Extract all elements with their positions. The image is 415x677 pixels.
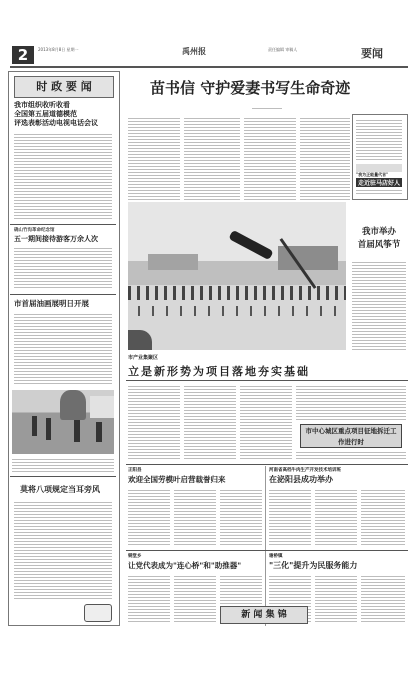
- story2-body: [14, 246, 112, 290]
- lead-byline: [252, 106, 282, 110]
- sidebar-emblem: [356, 164, 402, 172]
- tangzhai-kicker: 铜堂乡: [128, 554, 142, 559]
- photo-caption: [12, 457, 114, 473]
- divider: [10, 294, 116, 295]
- tangzhai-body-col2: [174, 574, 216, 624]
- sidebar-kicker: "我为正能量代言": [356, 172, 389, 177]
- section-banner: 时 政 要 闻: [14, 76, 114, 98]
- street-sweeping-photo: [12, 390, 114, 454]
- sidebar-body-top: [356, 118, 402, 162]
- paper-name: 禹州报: [182, 46, 206, 56]
- kite-festival-photo: [128, 202, 346, 350]
- story4-headline: 莫将八项规定当耳旁风: [20, 484, 100, 494]
- story1-headline: [14, 100, 98, 127]
- dragon-kite: [228, 230, 273, 260]
- sidebar-body-bottom: [356, 188, 402, 196]
- story1-headline-line2: 全国第五届道德模范: [14, 109, 77, 118]
- masthead: [6, 44, 408, 66]
- zhengyang-kicker: 正阳县: [128, 468, 142, 473]
- henan-body-col3: [361, 488, 405, 546]
- worker-figure: [46, 418, 51, 440]
- editor-line: 责任编辑 审稿人: [268, 47, 298, 52]
- sidebar-title: 走近驻马店好人: [358, 180, 401, 187]
- henan-body-col1: [269, 488, 311, 546]
- section-title: 要闻: [361, 47, 383, 60]
- story1-headline-line3: 评选表彰活动电视电话会议: [14, 118, 98, 127]
- story4-body: [14, 500, 112, 600]
- industry-headline: 立是新形势为项目落地夯实基础: [128, 365, 310, 378]
- story1-headline-line1: 我市组织收听收看: [14, 100, 70, 109]
- lead-body-col2: [184, 116, 240, 200]
- story3-headline: 市首届油画展明日开展: [14, 299, 89, 308]
- worker-figure: [32, 416, 37, 436]
- kite-story-body: [352, 260, 406, 352]
- xieqiao-body-col2: [315, 574, 357, 624]
- date-line: 2013年8月8日 星期一: [38, 47, 79, 52]
- masthead-rule: [10, 66, 408, 68]
- henan-kicker: 河南省高档牛肉生产开发技术培训班: [269, 468, 341, 473]
- divider: [126, 550, 408, 551]
- zhengyang-body-col3: [220, 488, 262, 546]
- henan-headline: 在泌阳县成功举办: [269, 474, 333, 484]
- lead-headline: 苗书信 守护爱妻书写生命奇迹: [150, 79, 351, 97]
- zhengyang-body-col2: [174, 488, 216, 546]
- kite-headline-line2: 首届风筝节: [357, 240, 401, 250]
- kite-headline-line1: 我市举办: [361, 227, 396, 237]
- tangzhai-headline: 让党代表成为"连心桥"和"助推器": [128, 561, 242, 570]
- demolition-box: 市中心城区重点项目征地拆迁工作进行时: [300, 424, 402, 448]
- story1-body: [14, 132, 112, 220]
- kite-headline: [352, 226, 406, 252]
- column-divider: [265, 466, 266, 626]
- tree-shape: [60, 390, 86, 420]
- story2-headline: 五一期间接待游客万余人次: [14, 234, 98, 243]
- industry-body-col3: [240, 384, 292, 460]
- lead-body-col1: [128, 116, 180, 200]
- industry-kicker: 市产业集聚区: [128, 355, 159, 361]
- industry-body-col4b: [296, 450, 406, 460]
- industry-body-col4: [296, 384, 406, 422]
- divider: [126, 380, 408, 381]
- xieqiao-body-col3: [361, 574, 405, 624]
- divider: [10, 476, 116, 477]
- zhengyang-body-col1: [128, 488, 170, 546]
- logo-stamp: [84, 604, 112, 622]
- xieqiao-headline: "三化"提升为民服务能力: [269, 560, 358, 570]
- worker-figure: [74, 420, 80, 442]
- industry-body-col1: [128, 384, 180, 460]
- page-number: 2: [12, 46, 34, 64]
- henan-body-col2: [315, 488, 357, 546]
- distant-building: [148, 254, 198, 270]
- news-banner: 新 闻 集 锦: [220, 606, 308, 624]
- worker-figure: [96, 422, 102, 442]
- divider: [10, 224, 116, 225]
- lead-body-col4: [300, 116, 350, 200]
- building-shape: [90, 396, 114, 418]
- plaza-shadow: [128, 330, 152, 350]
- crowd: [128, 286, 346, 300]
- lead-body-col3: [244, 116, 296, 200]
- story3-body: [14, 312, 112, 384]
- crowd: [138, 306, 338, 316]
- xieqiao-kicker: 谢桥镇: [269, 554, 283, 559]
- zhengyang-headline: 欢迎全国劳模叶启营载誉归来: [128, 475, 226, 484]
- story2-kicker: 确山竹沟革命纪念馆: [14, 228, 55, 233]
- industry-body-col2: [184, 384, 236, 460]
- divider: [126, 464, 408, 465]
- tangzhai-body-col1: [128, 574, 170, 624]
